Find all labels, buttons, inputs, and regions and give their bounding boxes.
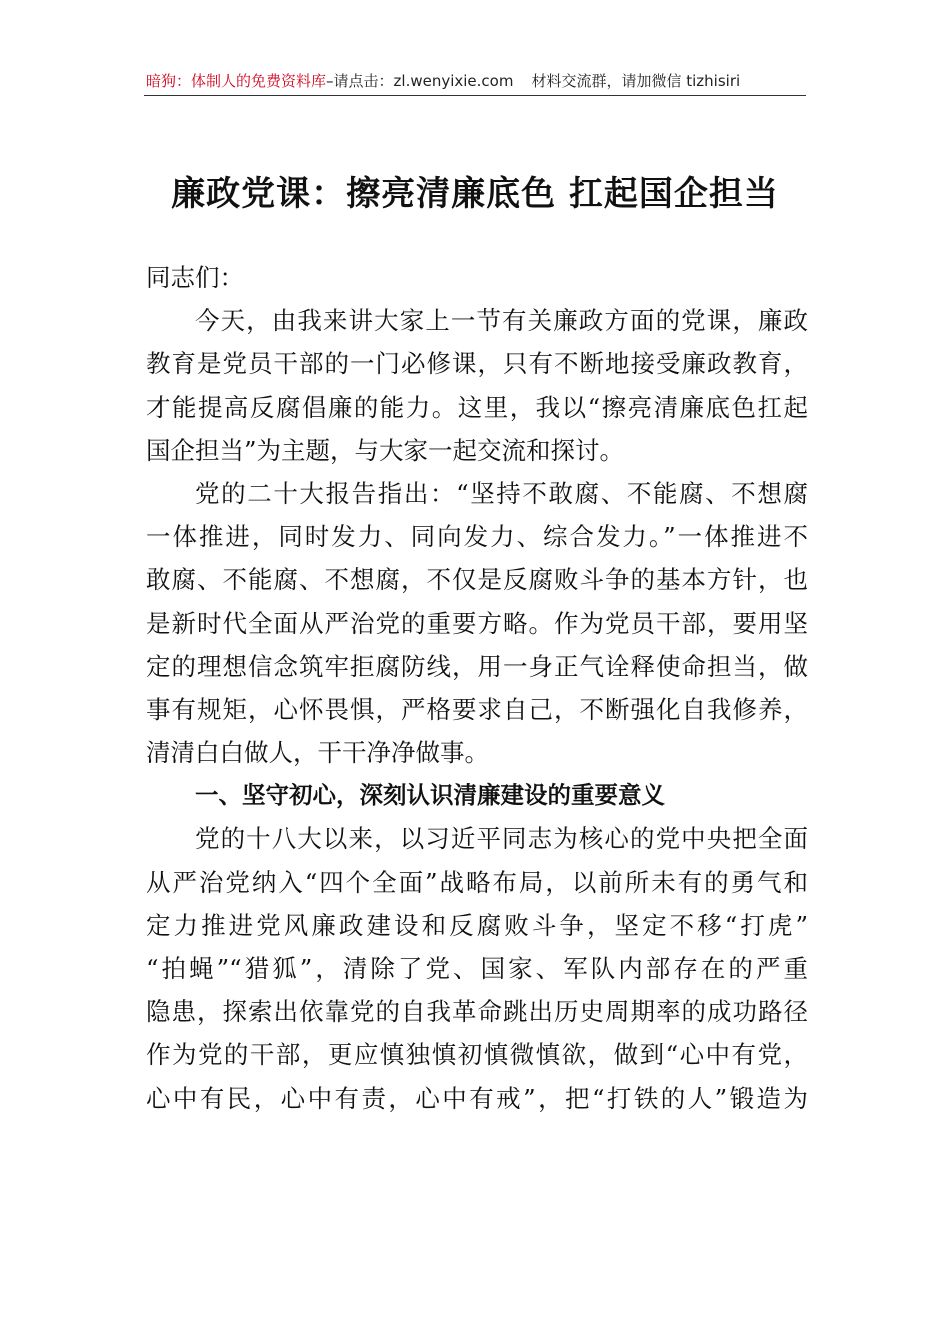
paragraph-line: 从严治党纳入“四个全面”战略布局，以前所未有的勇气和 <box>146 867 808 897</box>
header-divider <box>144 95 806 96</box>
paragraph-line: 定力推进党风廉政建设和反腐败斗争，坚定不移“打虎” <box>146 910 808 940</box>
paragraph-line: 定的理想信念筑牢拒腐防线，用一身正气诠释使命担当，做 <box>146 651 808 681</box>
paragraph-line: 敢腐、不能腐、不想腐，不仅是反腐败斗争的基本方针，也 <box>146 565 808 595</box>
paragraph-line: 一体推进，同时发力、同向发力、综合发力。”一体推进不 <box>146 522 808 552</box>
greeting: 同志们： <box>146 263 244 292</box>
paragraph-line: 作为党的干部，更应慎独慎初慎微慎欲，做到“心中有党， <box>146 1040 808 1070</box>
paragraph-line: 清清白白做人，干干净净做事。 <box>146 738 489 768</box>
document-body <box>146 256 808 1120</box>
header-link[interactable]: zl.wenyixie.com <box>393 72 514 90</box>
header-prompt: –请点击： <box>326 72 394 90</box>
paragraph-line: 党的十八大以来，以习近平同志为核心的党中央把全面 <box>195 824 808 854</box>
paragraph-line: 事有规矩，心怀畏惧，严格要求自己，不断强化自我修养， <box>146 694 808 724</box>
paragraph-line: 教育是党员干部的一门必修课，只有不断地接受廉政教育， <box>146 349 808 379</box>
header-site-name: 暗狗：体制人的免费资料库 <box>146 72 327 90</box>
header-contact: 材料交流群，请加微信 tizhisiri <box>531 72 741 90</box>
paragraph-line: 才能提高反腐倡廉的能力。这里，我以“擦亮清廉底色扛起 <box>146 392 808 422</box>
paragraph-line: 国企担当”为主题，与大家一起交流和探讨。 <box>146 435 625 465</box>
section-heading: 一、坚守初心，深刻认识清廉建设的重要意义 <box>195 781 665 810</box>
paragraph-line: 隐患，探索出依靠党的自我革命跳出历史周期率的成功路径 <box>146 997 808 1027</box>
paragraph-line: 是新时代全面从严治党的重要方略。作为党员干部，要用坚 <box>146 608 808 638</box>
paragraph-line: 心中有民，心中有责，心中有戒”，把“打铁的人”锻造为 <box>146 1083 808 1113</box>
document-title: 廉政党课：擦亮清廉底色 扛起国企担当 <box>171 174 779 214</box>
paragraph-line: 今天，由我来讲大家上一节有关廉政方面的党课，廉政 <box>195 306 808 336</box>
paragraph-line: 党的二十大报告指出：“坚持不敢腐、不能腐、不想腐 <box>195 478 808 508</box>
paragraph-line: “拍蝇”“猎狐”，清除了党、国家、军队内部存在的严重 <box>146 954 808 983</box>
page-header <box>146 70 806 94</box>
